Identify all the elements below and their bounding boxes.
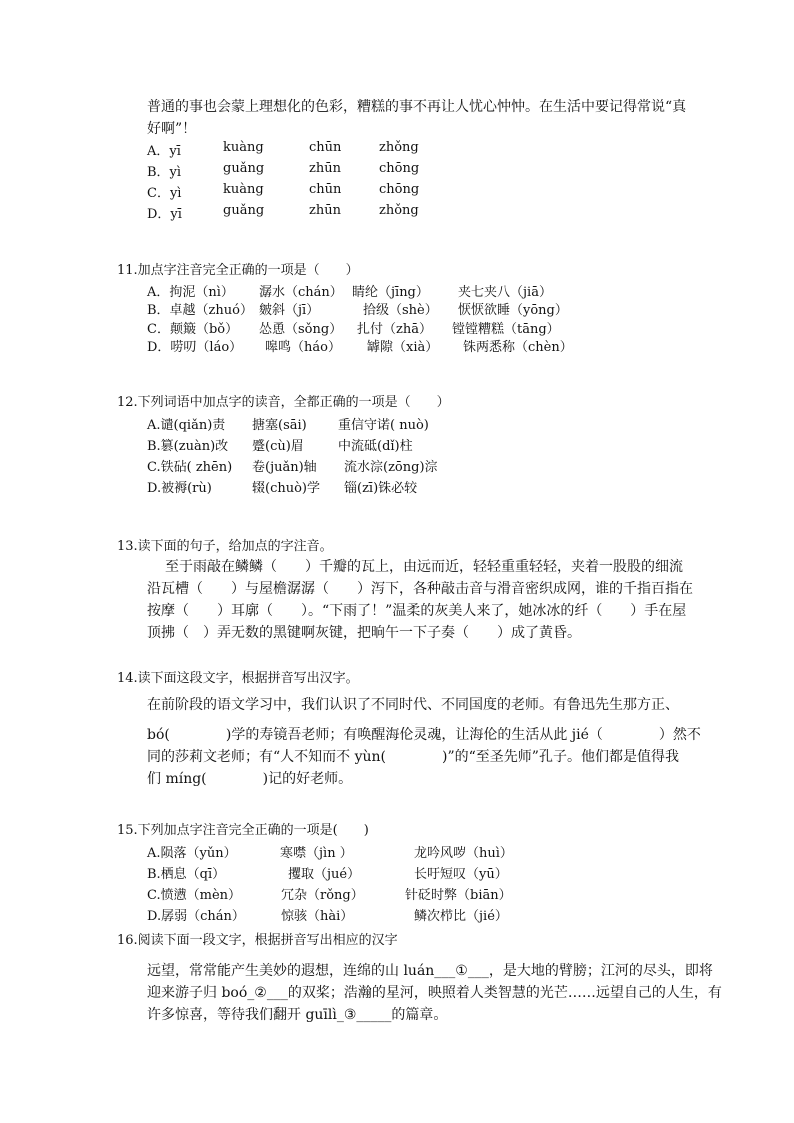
option-pinyin: chūn — [309, 182, 342, 197]
option-cell: 寒噤（jìn ） — [280, 846, 353, 861]
option-pinyin: zhǒng — [379, 140, 419, 155]
option-cell: 怂恿（sǒng） — [259, 322, 343, 337]
q12-stem: 12.下列词语中加点字的读音，全都正确的一项是（ ） — [117, 395, 450, 410]
option-cell: 龙吟风哕（huì） — [414, 846, 513, 861]
intro-line-2: 好啊”！ — [147, 121, 197, 137]
option-cell: 长吁短叹（yū） — [414, 867, 508, 882]
q15-stem: 15.下列加点字注音完全正确的一项是( ) — [117, 823, 369, 838]
q16-line: 许多惊喜，等待我们翻开 guīlì_③_____的篇章。 — [147, 1007, 448, 1023]
option-cell: 嗥鸣（háo） — [265, 340, 341, 355]
option-cell: 中流砥(dǐ)柱 — [338, 439, 413, 454]
option-cell: 卷(juǎn)轴 — [252, 460, 317, 475]
option-cell: D.孱弱（chán） — [147, 909, 245, 924]
option-cell: A．拘泥（nì） — [147, 285, 234, 300]
option-cell: 锱(zī)铢必较 — [344, 481, 418, 496]
q13-line: 沿瓦槽（ ）与屋檐潺潺（ ）泻下，各种敲击音与滑音密织成网，谁的千指百指在 — [147, 581, 693, 597]
option-label: A．yī — [147, 144, 181, 159]
intro-line-1: 普通的事也会蒙上理想化的色彩，糟糕的事不再让人忧心忡忡。在生活中要记得常说“真 — [147, 99, 687, 115]
option-cell: 扎付（zhā） — [357, 322, 432, 337]
option-cell: B.栖息（qī） — [147, 867, 226, 882]
q13-stem: 13.读下面的句子，给加点的字注音。 — [117, 539, 333, 554]
q14-line: bó( )学的寿镜吾老师；有唤醒海伦灵魂，让海伦的生活从此 jié（ ）然不 — [147, 727, 701, 743]
option-label: B．yì — [147, 165, 182, 180]
option-cell: 重信守诺( nuò) — [338, 418, 429, 433]
q14-line: 同的莎莉文老师；有“人不知而不 yùn( )”的“至圣先师”孔子。他们都是值得我 — [147, 749, 679, 765]
q13-line: 至于雨敲在鳞鳞（ ）千瓣的瓦上，由远而近，轻轻重重轻轻，夹着一股股的细流 — [165, 559, 683, 575]
option-cell: 攫取（jué） — [288, 867, 361, 882]
option-cell: 流水淙(zōng)淙 — [344, 460, 438, 475]
option-cell: C．颠簸（bǒ） — [147, 322, 239, 337]
q11-stem: 11.加点字注音完全正确的一项是（ ） — [117, 263, 359, 278]
option-pinyin: kuàng — [223, 182, 264, 197]
option-cell: A.谴(qiǎn)责 — [147, 418, 226, 433]
option-cell: 冗杂（rǒng） — [281, 888, 364, 903]
option-cell: 潺水（chán） — [259, 285, 343, 300]
option-pinyin: zhūn — [309, 203, 341, 218]
option-cell: C.铁砧( zhēn) — [147, 460, 233, 475]
option-cell: 搪塞(sāi) — [252, 418, 307, 433]
option-pinyin: chōng — [379, 182, 420, 197]
option-cell: 惊骇（hài） — [281, 909, 354, 924]
q13-line: 按摩（ ）耳廓（ ）。“下雨了！”温柔的灰美人来了，她冰冰的纤（ ）手在屋 — [147, 603, 687, 619]
option-cell: 镗镗糟糕（tāng） — [452, 322, 560, 337]
option-cell: 针砭时弊（biān） — [405, 888, 512, 903]
option-cell: 夹七夹八（jiā） — [458, 285, 552, 300]
option-cell: 辍(chuò)学 — [252, 481, 320, 496]
option-pinyin: chōng — [379, 161, 420, 176]
q14-line: 在前阶段的语文学习中，我们认识了不同时代、不同国度的老师。有鲁迅先生那方正、 — [147, 697, 679, 713]
option-cell: 拾级（shè） — [363, 303, 438, 318]
option-cell: 睛纶（jīng） — [352, 285, 429, 300]
q14-line: 们 míng( )记的好老师。 — [147, 771, 353, 787]
option-cell: D．唠叨（láo） — [147, 340, 243, 355]
option-pinyin: zhūn — [309, 161, 341, 176]
option-label: C．yì — [147, 186, 182, 201]
option-pinyin: kuàng — [223, 140, 264, 155]
option-cell: B．卓越（zhuó） — [147, 303, 253, 318]
option-cell: C.愤懑（mèn） — [147, 888, 242, 903]
option-cell: 铢两悉称（chèn） — [463, 340, 573, 355]
q16-line: 远望，常常能产生美妙的遐想，连绵的山 luán___①___，是大地的臂膀；江河的尽头，即将 — [147, 963, 713, 979]
option-cell: B.篡(zuàn)改 — [147, 439, 229, 454]
option-label: D．yī — [147, 207, 182, 222]
option-cell: 鳞次栉比（jié） — [414, 909, 508, 924]
option-pinyin: chūn — [309, 140, 342, 155]
q16-stem: 16.阅读下面一段文字，根据拼音写出相应的汉字 — [117, 933, 398, 948]
option-cell: D.被褥(rù) — [147, 481, 212, 496]
q14-stem: 14.读下面这段文字，根据拼音写出汉字。 — [117, 671, 359, 686]
q16-line: 迎来游子归 boó_②___的双桨；浩瀚的星河，映照着人类智慧的光芒……远望自己的人生，有 — [147, 985, 722, 1001]
option-cell: 皴斜（jī） — [259, 303, 320, 318]
option-cell: 罅隙（xià） — [367, 340, 439, 355]
option-pinyin: guǎng — [223, 203, 265, 218]
option-pinyin: zhǒng — [379, 203, 419, 218]
option-cell: 蹙(cù)眉 — [252, 439, 304, 454]
q13-line: 顶拂（ ）弄无数的黑键啊灰键，把晌午一下子奏（ ）成了黄昏。 — [147, 625, 581, 641]
option-cell: 恹恹欲睡（yōng） — [458, 303, 568, 318]
option-pinyin: guǎng — [223, 161, 265, 176]
option-cell: A.陨落（yǔn） — [147, 846, 237, 861]
